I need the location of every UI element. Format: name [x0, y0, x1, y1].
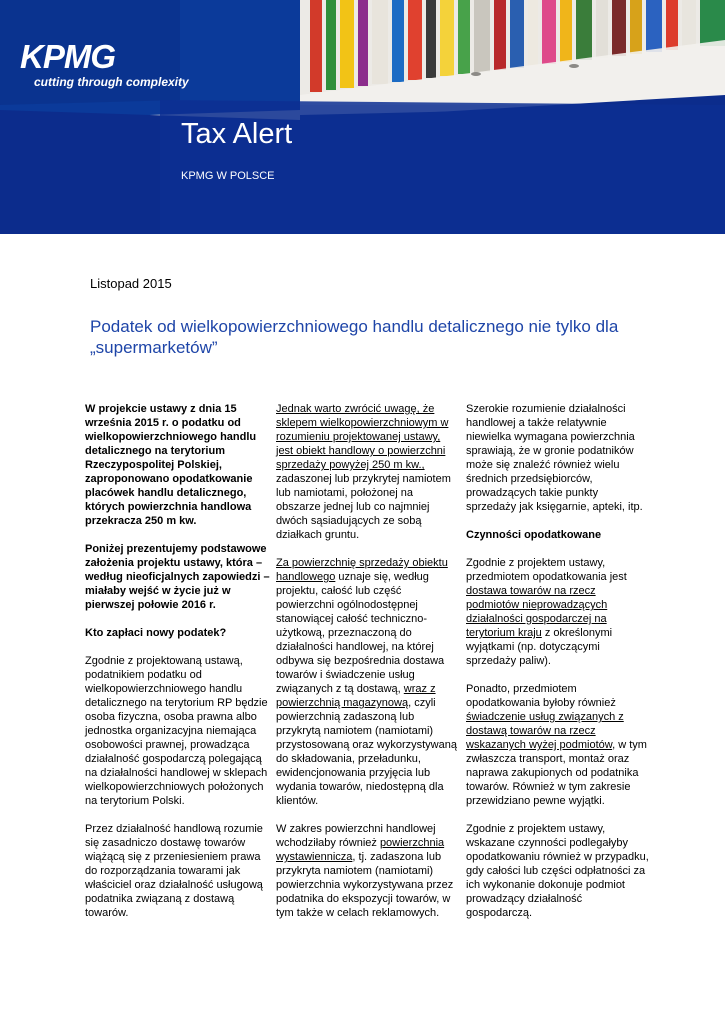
page-subtitle: KPMG W POLSCE — [181, 170, 275, 182]
sales-area-paragraph — [276, 556, 459, 808]
exhibition-area-paragraph — [276, 822, 459, 920]
section-heading-taxpayer: Kto zapłaci nowy podatek? — [85, 627, 227, 639]
payment-paragraph: Zgodnie z projektem ustawy, wskazane czynności podlegałyby opodatkowaniu również w przypadku, gdy całości lub części odpłatności za ich wykonanie dokonuje podmiot prowadzący działalność gospodarczą. — [466, 823, 649, 919]
sales-area-underlined: Za powierzchnię sprzedaży obiektu handlowego — [276, 557, 448, 583]
column-3 — [466, 402, 651, 934]
header-banner — [0, 0, 725, 234]
taxable-supply-text: z określonymi wyjątkami (np. dotyczącymi sprzedaży paliw). — [466, 627, 613, 667]
services-paragraph — [466, 682, 651, 808]
summary-paragraph: Poniżej prezentujemy podstawowe założenia projektu ustawy, która – według nieoficjalnych zapowiedzi – miałaby wejść w życie już w pierwszej połowie 2016 r. — [85, 543, 270, 611]
warehouse-area-text: , czyli powierzchnią zadaszoną lub przykrytą namiotem (namiotami) przystosowaną oraz wykorzystywaną do składowania, przeładunku, ewidencjonowania przyjęcia lub wydania towarów, niedostępną dla klientów. — [276, 697, 457, 807]
exhibition-area-text: , tj. zadaszona lub przykryta namiotem (namiotami) powierzchnia wykorzystywana przez podatnika do ekspozycji towarów, w tym także w celach reklamowych. — [276, 851, 454, 919]
services-underlined: świadczenie usług związanych z dostawą towarów na rzecz wskazanych wyżej podmiotów — [466, 711, 624, 751]
article-headline: Podatek od wielkopowierzchniowego handlu detalicznego nie tylko dla „supermarketów” — [90, 317, 619, 357]
section-heading-taxable-activities: Czynności opodatkowane — [466, 529, 602, 541]
page-title: Tax Alert — [181, 118, 293, 150]
publication-date: Listopad 2015 — [90, 276, 172, 291]
exhibition-area-underlined: powierzchnia wystawiennicza — [276, 837, 445, 863]
store-definition-paragraph — [276, 402, 459, 542]
kpmg-logo: KPMG — [20, 38, 115, 75]
scope-paragraph: Szerokie rozumienie działalności handlowej a także relatywnie niewielka wymagana powierzchnia sprawiają, że w gronie podatników może się znaleźć również wielu średnich przedsiębiorców, prowadzących takie punkty sprzedaży jak księgarnie, apteki, itp. — [466, 403, 643, 513]
taxable-supply-intro: Zgodnie z projektem ustawy, przedmiotem opodatkowania jest — [466, 557, 627, 583]
services-text: , w tym zwłaszcza transport, montaż oraz naprawa zakupionych od podatnika towarów. Również w tym zakresie przewidziano pewne wyjątki. — [466, 739, 647, 807]
sales-area-text: uznaje się, według projektu, całość lub część powierzchni ogólnodostępnej stanowiącej całość techniczno-użytkową, przeznaczoną do działalności handlowej, na której odbywa się bezpośrednia dostawa towarów i świadczenie usług związanych z tą dostawą, — [276, 571, 445, 695]
store-definition-text: zadaszonej lub przykrytej namiotem lub namiotami, położonej na obszarze jednej lub co najmniej dwóch sąsiadujących ze sobą działkach gruntu. — [276, 473, 451, 541]
column-1 — [85, 402, 270, 934]
taxable-supply-paragraph — [466, 556, 651, 668]
column-2 — [276, 402, 459, 934]
logo-tagline: cutting through complexity — [34, 75, 189, 89]
taxpayer-paragraph: Zgodnie z projektowaną ustawą, podatnikiem podatku od wielkopowierzchniowego handlu detalicznego na terytorium RP będzie osoba fizyczna, osoba prawna albo jednostka organizacyjna niemająca osobowości prawnej, prowadząca działalność gospodarczą polegającą na działalności handlowej w sklepach wielkopowierzchniowych położonych na terytorium Polski. — [85, 655, 268, 807]
taxable-supply-underlined: dostawa towarów na rzecz podmiotów nieprowadzących działalności gospodarczej na terytorium kraju — [466, 585, 608, 639]
trade-definition-paragraph: Przez działalność handlową rozumie się zasadniczo dostawę towarów wiążącą się z przeniesieniem prawa do rozporządzania towarami jak właściciel oraz działalność usługową podatnika związaną z dostawą towarów. — [85, 823, 263, 919]
warehouse-area-underlined: wraz z powierzchnią magazynową — [276, 683, 436, 709]
store-definition-underlined: Jednak warto zwrócić uwagę, że sklepem wielkopowierzchniowym w rozumieniu projektowanej ustawy, jest obiekt handlowy o powierzchni sprzedaży powyżej 250 m kw., — [276, 403, 449, 471]
banner-graphic — [0, 0, 725, 234]
exhibition-area-intro: W zakres powierzchni handlowej wchodziłaby również — [276, 823, 436, 849]
services-intro: Ponadto, przedmiotem opodatkowania byłoby również — [466, 683, 616, 709]
intro-paragraph: W projekcie ustawy z dnia 15 września 2015 r. o podatku od wielkopowierzchniowego handlu detalicznego na terytorium Rzeczypospolitej Polskiej, zaproponowano opodatkowanie placówek handlu detalicznego, których powierzchnia handlowa przekracza 250 m kw. — [85, 403, 257, 527]
